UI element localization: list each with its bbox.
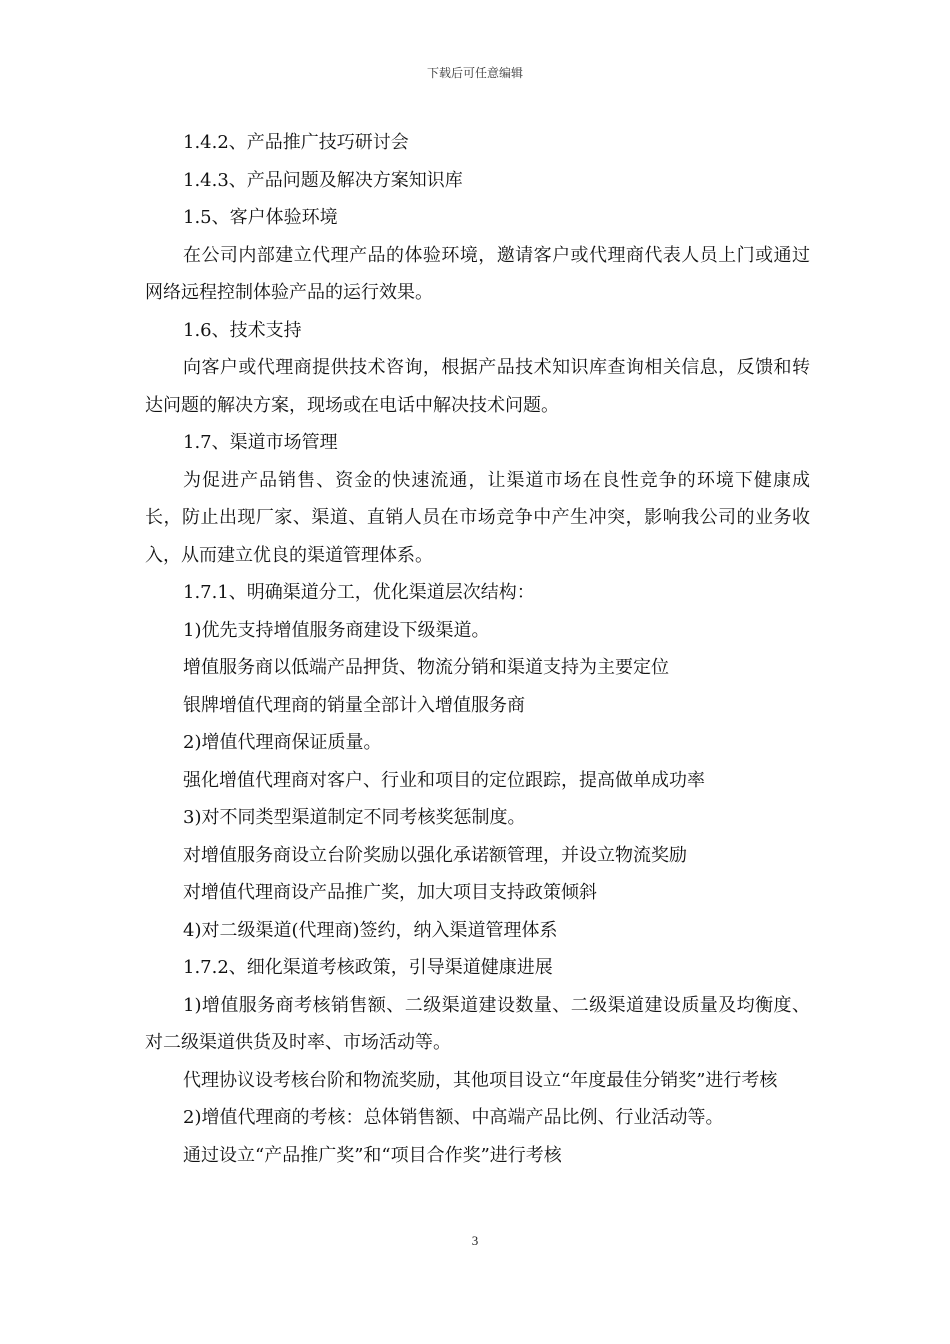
list-item: 对增值服务商设立台阶奖励以强化承诺额管理，并设立物流奖励: [183, 844, 687, 866]
paragraph-experience-environment: 在公司内部建立代理产品的体验环境，邀请客户或代理商代表人员上门或通过网络远程控制体验产品的运行效果。: [145, 244, 810, 303]
heading-1-4-3: 1.4.3、产品问题及解决方案知识库: [183, 169, 463, 191]
heading-1-4-2: 1.4.2、产品推广技巧研讨会: [183, 132, 409, 153]
list-item: 2)增值代理商的考核：总体销售额、中高端产品比例、行业活动等。: [183, 1107, 724, 1128]
heading-1-7-2: 1.7.2、细化渠道考核政策，引导渠道健康进展: [183, 957, 553, 978]
page-header-note: 下载后可任意编辑: [426, 66, 523, 80]
list-item: 对增值代理商设产品推广奖，加大项目支持政策倾斜: [183, 882, 597, 903]
heading-1-7: 1.7、渠道市场管理: [183, 432, 338, 453]
list-item: 银牌增值代理商的销量全部计入增值服务商: [183, 694, 525, 716]
heading-1-7-1: 1.7.1、明确渠道分工，优化渠道层次结构：: [183, 582, 535, 603]
list-item: 2)增值代理商保证质量。: [183, 732, 382, 753]
paragraph-channel-management: 为促进产品销售、资金的快速流通，让渠道市场在良性竞争的环境下健康成长，防止出现厂家、渠道、直销人员在市场竞争中产生冲突，影响我公司的业务收入，从而建立优良的渠道管理体系。: [145, 469, 810, 566]
heading-1-5: 1.5、客户体验环境: [183, 207, 338, 228]
list-item: 增值服务商以低端产品押货、物流分销和渠道支持为主要定位: [183, 657, 669, 678]
page-number: 3: [471, 1233, 479, 1248]
list-item: 1)优先支持增值服务商建设下级渠道。: [183, 619, 490, 641]
list-item: 代理协议设考核台阶和物流奖励，其他项目设立“年度最佳分销奖”进行考核: [183, 1069, 778, 1091]
list-item: 3)对不同类型渠道制定不同考核奖惩制度。: [183, 807, 526, 828]
heading-1-6: 1.6、技术支持: [183, 319, 302, 341]
list-item: 强化增值代理商对客户、行业和项目的定位跟踪，提高做单成功率: [183, 769, 705, 791]
list-item: 4)对二级渠道(代理商)签约，纳入渠道管理体系: [183, 919, 558, 941]
list-item: 1)增值服务商考核销售额、二级渠道建设数量、二级渠道建设质量及均衡度、对二级渠道供货及时率、市场活动等。: [145, 994, 810, 1053]
document-body: [145, 124, 810, 1174]
paragraph-technical-support: 向客户或代理商提供技术咨询，根据产品技术知识库查询相关信息，反馈和转达问题的解决方案，现场或在电话中解决技术问题。: [145, 357, 810, 416]
list-item: 通过设立“产品推广奖”和“项目合作奖”进行考核: [183, 1144, 562, 1166]
